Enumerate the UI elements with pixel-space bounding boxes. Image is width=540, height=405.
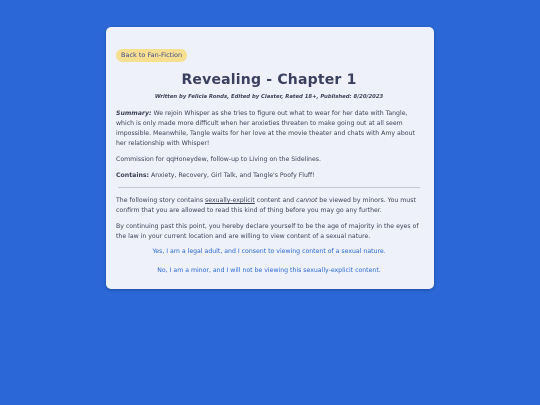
warning-paragraph [116, 196, 422, 216]
story-title: Revealing - Chapter 1 [181, 72, 357, 88]
story-byline: Written by Felicia Ronds, Edited by Claster, Rated 18+, Published: 8/20/2023 [154, 94, 384, 100]
commission-paragraph: Commission for qqHoneydew, follow-up to Living on the Sidelines. [116, 156, 321, 163]
back-to-fan-fiction-button[interactable]: Back to Fan-Fiction [116, 49, 187, 62]
decline-minor-link[interactable]: No, I am a minor, and I will not be viewing this sexually-explicit content. [157, 267, 381, 274]
content-card [106, 27, 434, 289]
divider [118, 187, 420, 188]
warning-text-1: The following story contains [116, 197, 206, 204]
contains-text: Anxiety, Recovery, Girl Talk, and Tangle's Poofy Fluff! [149, 172, 315, 179]
summary-paragraph [116, 109, 422, 149]
contains-label: Contains: [116, 172, 150, 179]
confirm-adult-link[interactable]: Yes, I am a legal adult, and I consent to viewing content of a sexual nature. [152, 248, 386, 255]
summary-text: We rejoin Whisper as she tries to figure out what to wear for her date with Tangle, which is only made more difficult when her anxieties threaten to make going out at all seem impossible. Meanwhile, Tangle waits for her love at the movie theater and chats with Amy about her relationship with Whisper! [116, 110, 415, 147]
warning-text-3: be viewed by minors. You must confirm that you are allowed to read this kind of thing before you may go any further. [116, 197, 416, 214]
declaration-paragraph: By continuing past this point, you hereby declare yourself to be the age of majority in the eyes of the law in your current location and are willing to view content of a sexual nature. [116, 223, 419, 240]
summary-label: Summary: [116, 110, 152, 117]
warning-emphasis: cannot [296, 197, 318, 204]
contains-paragraph [116, 171, 422, 181]
warning-text-2: content and [254, 197, 297, 204]
sexually-explicit-link[interactable]: sexually-explicit [205, 197, 255, 204]
